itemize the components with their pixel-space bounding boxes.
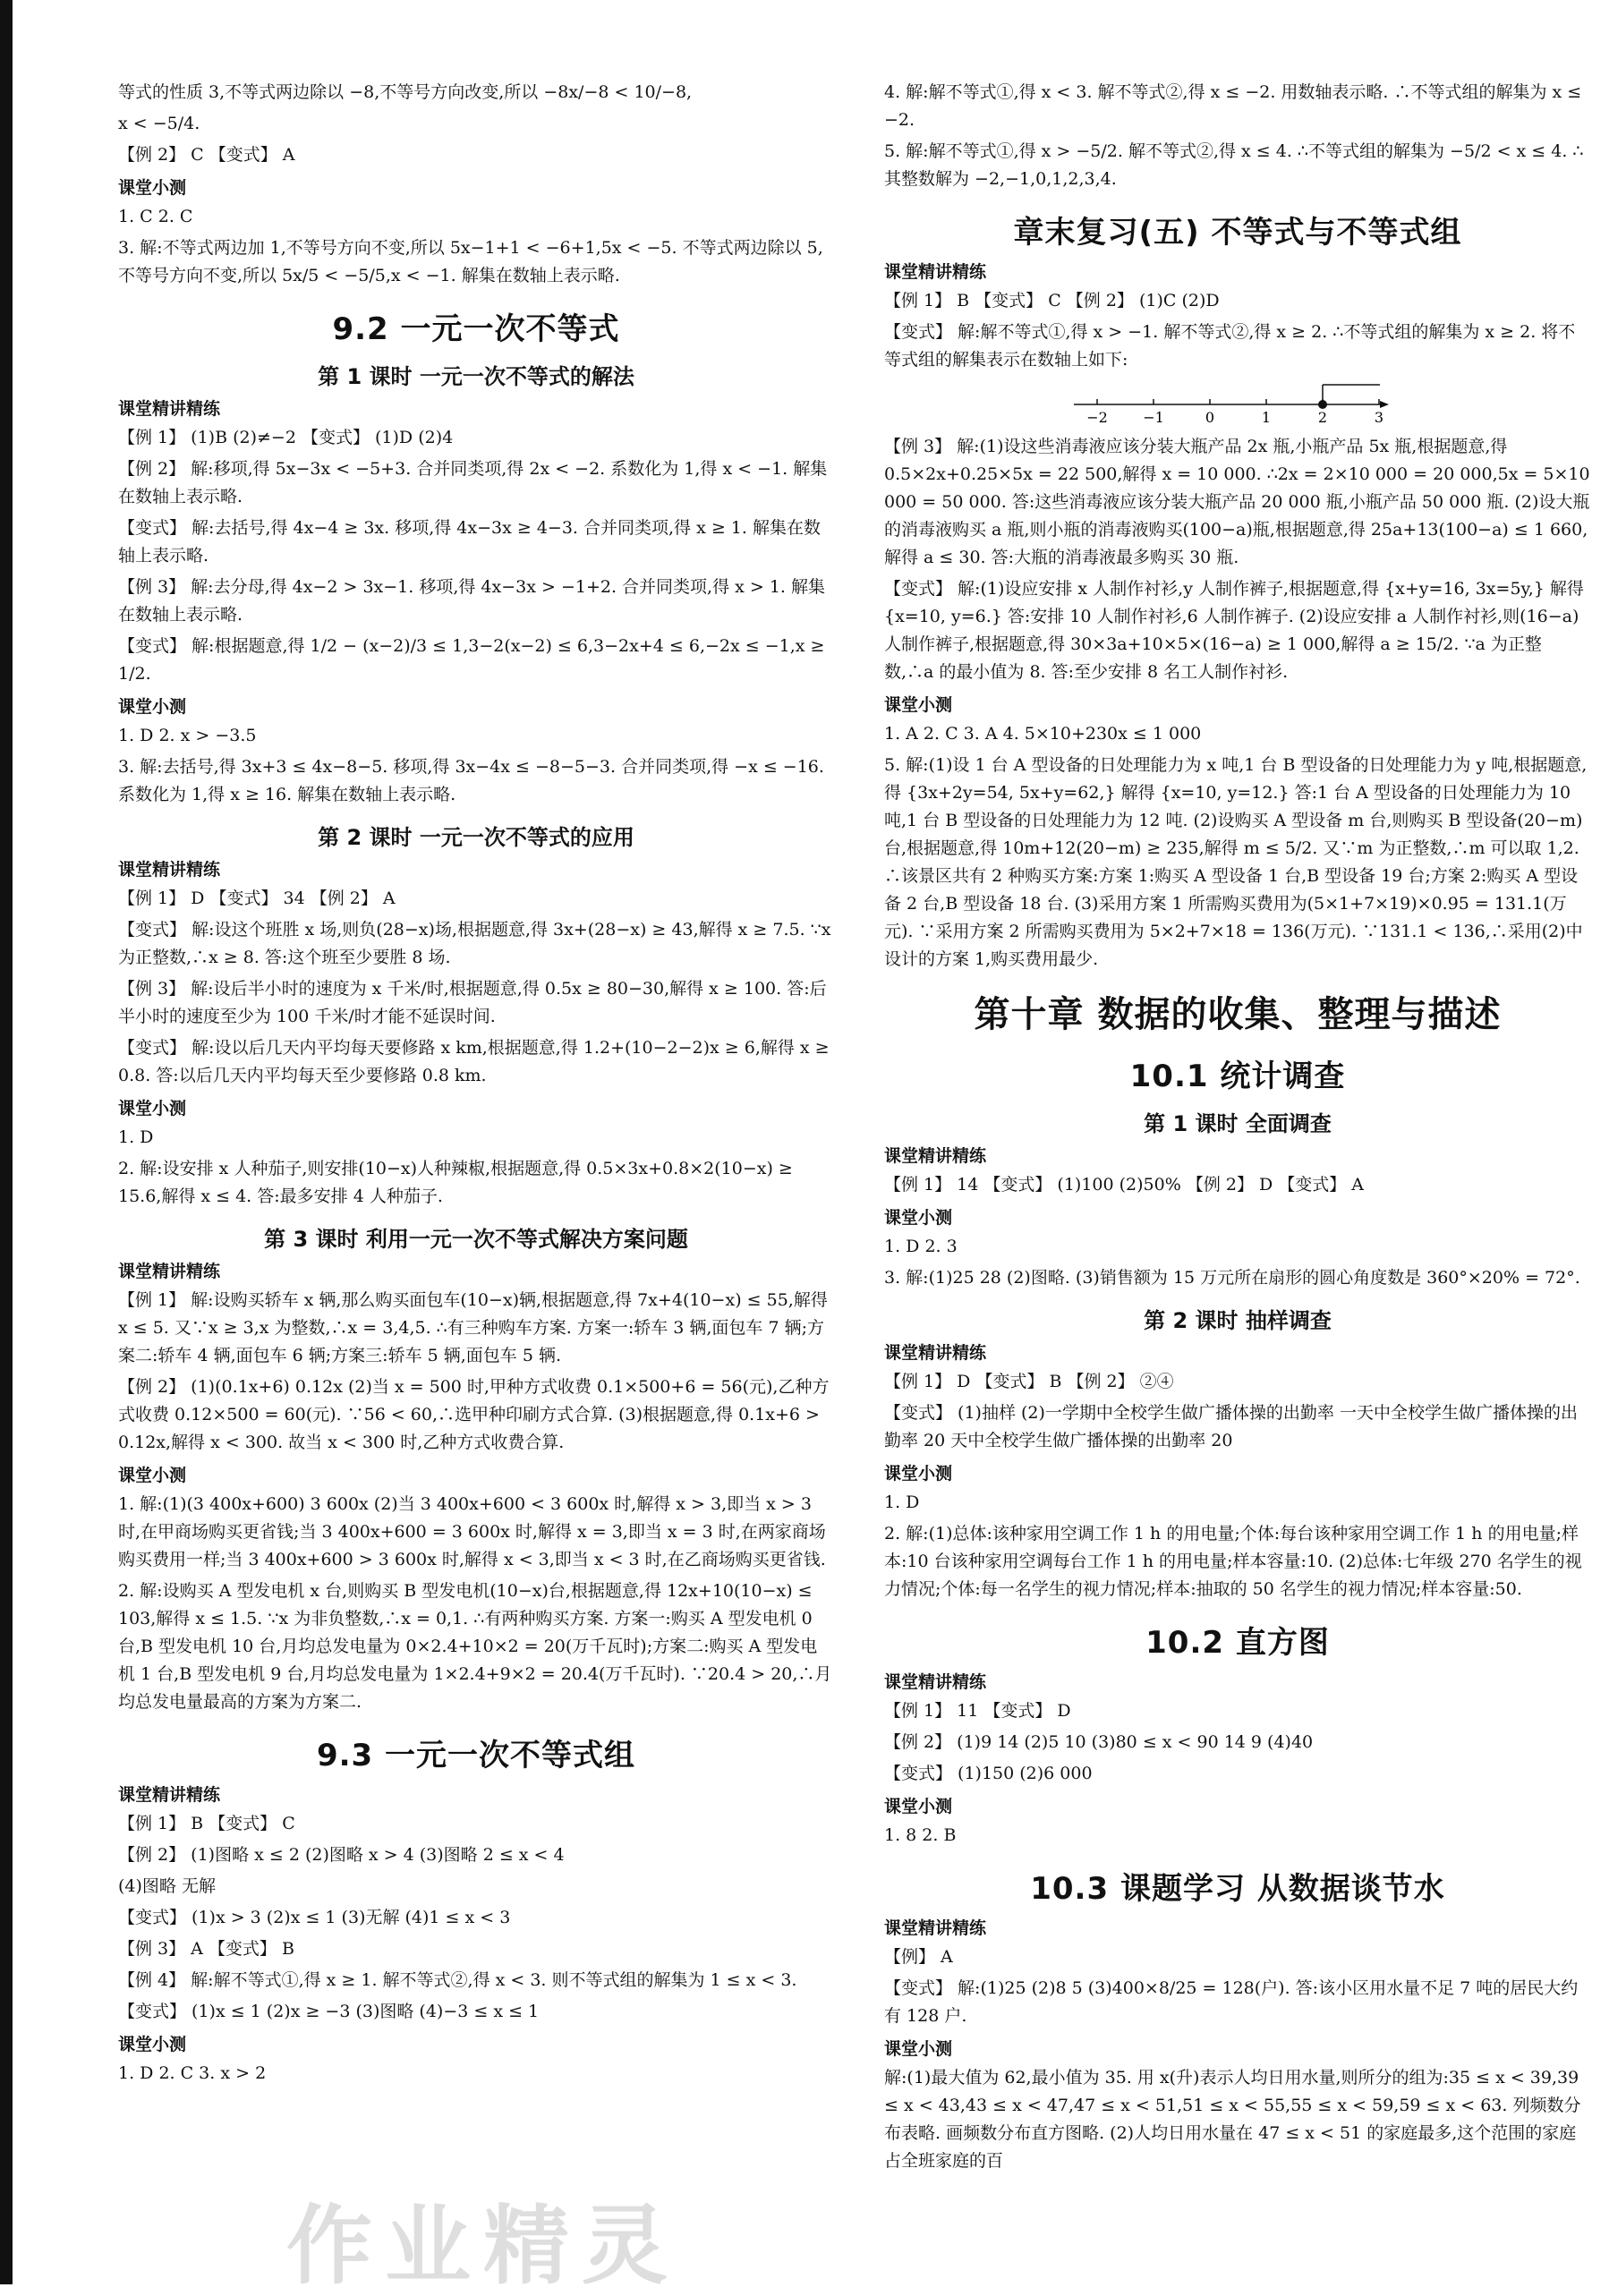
text-line: x < −5/4. <box>118 114 200 133</box>
answer-line: 1. A 2. C 3. A 4. 5×10+230x ≤ 1 000 <box>884 724 1202 744</box>
answer-line: 【例 2】 解:移项,得 5x−3x < −5+3. 合并同类项,得 2x < −2. 系数化为 1,得 x < −1. 解集在数轴上表示略. <box>118 459 828 506</box>
answer-line: 【变式】 解:解不等式①,得 x > −1. 解不等式②,得 x ≥ 2. ∴不等式组的解集为 x ≥ 2. 将不等式组的解集表示在数轴上如下: <box>884 322 1576 370</box>
answer-line: 1. D <box>118 1127 154 1147</box>
number-line-tick-label: 3 <box>1374 409 1384 426</box>
answer-line: 【变式】 解:(1)25 (2)8 5 (3)400×8/25 = 128(户). 答:该小区用水量不足 7 吨的居民大约有 128 户. <box>884 1978 1579 2026</box>
answer-line: 【例 3】 A 【变式】 B <box>118 1939 294 1959</box>
answer-line: 【例 1】 11 【变式】 D <box>884 1701 1071 1721</box>
lesson-title: 第 2 课时 一元一次不等式的应用 <box>318 825 634 850</box>
answer-line: 【例 3】 解:设后半小时的速度为 x 千米/时,根据题意,得 0.5x ≥ 80−30,解得 x ≥ 100. 答:后半小时的速度至少为 100 千米/时才能不延误时间. <box>118 979 827 1026</box>
page-edge-bar <box>0 0 13 2284</box>
answer-line: 【例 1】 14 【变式】 (1)100 (2)50% 【例 2】 D 【变式】 A <box>884 1175 1365 1195</box>
number-line-tick-label: 0 <box>1205 409 1215 426</box>
right-column <box>884 79 1591 2179</box>
number-line-tick-label: −2 <box>1086 409 1108 426</box>
section-label: 课堂精讲精练 <box>118 1262 221 1281</box>
answer-line: 1. D <box>884 1492 920 1512</box>
answer-line: 解:(1)最大值为 62,最小值为 35. 用 x(升)表示人均日用水量,则所分的组为:35 ≤ x < 39,39 ≤ x < 43,43 ≤ x < 47,47 ≤ x < 51,51 ≤ x < 55,55 ≤ x < 59,59 ≤ x < 63. 列频数分布表略. 画频数分布直方图略. (2)人均日用水量在 47 ≤ x < 51 的家庭最多,这个范围的家庭占全班家庭的百 <box>884 2068 1581 2171</box>
section-label: 课堂小测 <box>884 2039 953 2059</box>
section-label: 课堂精讲精练 <box>118 860 221 880</box>
answer-line: 1. 8 2. B <box>884 1825 957 1845</box>
lesson-title: 第 1 课时 一元一次不等式的解法 <box>318 364 634 389</box>
number-line-tick-label: −1 <box>1143 409 1164 426</box>
answer-line: 【例 1】 (1)B (2)≠−2 【变式】 (1)D (2)4 <box>118 428 454 447</box>
answer-line: 4. 解:解不等式①,得 x < 3. 解不等式②,得 x ≤ −2. 用数轴表示略. ∴不等式组的解集为 x ≤ −2. <box>884 82 1582 130</box>
section-label: 课堂小测 <box>884 695 953 715</box>
section-label: 课堂小测 <box>884 1208 953 1228</box>
section-label: 课堂精讲精练 <box>884 1672 987 1692</box>
section-label: 课堂小测 <box>884 1464 953 1484</box>
answer-line: 【例 1】 D 【变式】 34 【例 2】 A <box>118 889 396 908</box>
answer-line: 1. D 2. x > −3.5 <box>118 726 257 745</box>
text-line: 等式的性质 3,不等式两边除以 −8,不等号方向改变,所以 −8x/−8 < 10/−8, <box>118 82 693 102</box>
section-label: 课堂精讲精练 <box>118 1785 221 1805</box>
answer-line: 1. D 2. C 3. x > 2 <box>118 2063 267 2083</box>
answer-line: 【例 1】 解:设购买轿车 x 辆,那么购买面包车(10−x)辆,根据题意,得 7x+4(10−x) ≤ 55,解得 x ≤ 5. 又∵x ≥ 3,x 为整数,∴x = 3,4,5. ∴有三种购车方案. 方案一:轿车 3 辆,面包车 7 辆;方案二:轿车 4 辆,面包车 6 辆;方案三:轿车 5 辆,面包车 5 辆. <box>118 1290 828 1365</box>
section-label: 课堂小测 <box>118 2035 187 2054</box>
answer-line: 【变式】 解:设这个班胜 x 场,则负(28−x)场,根据题意,得 3x+(28−x) ≥ 43,解得 x ≥ 7.5. ∵x 为正整数,∴x ≥ 8. 答:这个班至少要胜 8 场. <box>118 920 831 967</box>
watermark: 作业精灵 <box>286 2196 680 2296</box>
number-line-tick-label: 1 <box>1261 409 1272 426</box>
answer-line: 【例 4】 解:解不等式①,得 x ≥ 1. 解不等式②,得 x < 3. 则不等式组的解集为 1 ≤ x < 3. <box>118 1970 797 1990</box>
section-title: 9.3 一元一次不等式组 <box>316 1738 636 1773</box>
section-label: 课堂小测 <box>118 178 187 198</box>
answer-line: 【变式】 (1)x > 3 (2)x ≤ 1 (3)无解 (4)1 ≤ x < 3 <box>118 1908 511 1927</box>
left-column <box>118 79 834 2091</box>
answer-line: 【变式】 (1)x ≤ 1 (2)x ≥ −3 (3)图略 (4)−3 ≤ x ≤ 1 <box>118 2002 540 2021</box>
section-label: 课堂精讲精练 <box>118 399 221 419</box>
answer-line: 1. 解:(1)(3 400x+600) 3 600x (2)当 3 400x+600 < 3 600x 时,解得 x > 3,即当 x > 3 时,在甲商场购买更省钱;当 3 400x+600 = 3 600x 时,解得 x = 3,即当 x = 3 时,在两家商场购买费用一样;当 3 400x+600 > 3 600x 时,解得 x < 3,即当 x < 3 时,在乙商场购买更省钱. <box>118 1494 826 1569</box>
section-title: 10.1 统计调查 <box>1129 1059 1346 1094</box>
answer-line: 【变式】 (1)150 (2)6 000 <box>884 1764 1093 1783</box>
number-line-figure <box>884 379 1591 426</box>
answer-line: 1. C 2. C <box>118 207 193 226</box>
section-title: 9.2 一元一次不等式 <box>332 311 620 347</box>
section-label: 课堂小测 <box>118 697 187 717</box>
section-label: 课堂精讲精练 <box>884 1343 987 1363</box>
answer-line: 【例 2】 (1)图略 x ≤ 2 (2)图略 x > 4 (3)图略 2 ≤ x < 4 <box>118 1845 565 1865</box>
answer-line: 【例 1】 B 【变式】 C <box>118 1814 295 1833</box>
section-label: 课堂小测 <box>118 1466 187 1485</box>
answer-line: (4)图略 无解 <box>118 1876 216 1896</box>
answer-line: 【变式】 解:根据题意,得 1/2 − (x−2)/3 ≤ 1,3−2(x−2) ≤ 6,3−2x+4 ≤ 6,−2x ≤ −1,x ≥ 1/2. <box>118 636 825 684</box>
answer-line: 3. 解:(1)25 28 (2)图略. (3)销售额为 15 万元所在扇形的圆心角度数是 360°×20% = 72°. <box>884 1268 1580 1288</box>
answer-line: 【例 1】 D 【变式】 B 【例 2】 ②④ <box>884 1372 1174 1391</box>
answer-line: 【例 1】 B 【变式】 C 【例 2】 (1)C (2)D <box>884 291 1220 310</box>
answer-line: 2. 解:设购买 A 型发电机 x 台,则购买 B 型发电机(10−x)台,根据题意,得 12x+10(10−x) ≤ 103,解得 x ≤ 1.5. ∵x 为非负整数,∴x = 0,1. ∴有两种购买方案. 方案一:购买 A 型发电机 0 台,B 型发电机 10 台,月均总发电量为 0×2.4+10×2 = 20(万千瓦时);方案二:购买 A 型发电机 1 台,B 型发电机 9 台,月均总发电量为 1×2.4+9×2 = 20.4(万千瓦时). ∵20.4 > 20,∴月均总发电量最高的方案为方案二. <box>118 1581 832 1712</box>
answer-line: 【例 2】 C 【变式】 A <box>118 145 295 165</box>
answer-line: 【变式】 (1)抽样 (2)一学期中全校学生做广播体操的出勤率 一天中全校学生做广播体操的出勤率 20 天中全校学生做广播体操的出勤率 20 <box>884 1403 1578 1450</box>
lesson-title: 第 2 课时 抽样调查 <box>1144 1308 1332 1333</box>
section-label: 课堂小测 <box>884 1797 953 1816</box>
section-title: 10.2 直方图 <box>1145 1625 1330 1661</box>
section-label: 课堂小测 <box>118 1099 187 1118</box>
section-label: 课堂精讲精练 <box>884 1146 987 1166</box>
number-line-tick-label: 2 <box>1317 409 1328 426</box>
section-title: 章末复习(五) 不等式与不等式组 <box>1013 215 1462 251</box>
answer-line: 1. D 2. 3 <box>884 1237 958 1256</box>
answer-line: 【变式】 解:(1)设应安排 x 人制作衬衫,y 人制作裤子,根据题意,得 {x+y=16, 3x=5y,} 解得 {x=10, y=6.} 答:安排 10 人制作衬衫,6 人制作裤子. (2)设应安排 a 人制作衬衫,则(16−a)人制作裤子,根据题意,得 30×3a+10×5×(16−a) ≥ 1 000,解得 a ≥ 15/2. ∵a 为正整数,∴a 的最小值为 8. 答:至少安排 8 名工人制作衬衫. <box>884 579 1584 682</box>
answer-line: 5. 解:(1)设 1 台 A 型设备的日处理能力为 x 吨,1 台 B 型设备的日处理能力为 y 吨,根据题意,得 {3x+2y=54, 5x+y=62,} 解得 {x=10, y=12.} 答:1 台 A 型设备的日处理能力为 10 吨,1 台 B 型设备的日处理能力为 12 吨. (2)设购买 A 型设备 m 台,则购买 B 型设备(20−m)台,根据题意,得 10m+12(20−m) ≥ 235,解得 m ≤ 5/2. 又∵m 为正整数,∴m 可以取 1,2. ∴该景区共有 2 种购买方案:方案 1:购买 A 型设备 1 台,B 型设备 19 台;方案 2:购买 A 型设备 2 台,B 型设备 18 台. (3)采用方案 1 所需购买费用为(5×1+7×19)×0.95 = 131.1(万元). ∵采用方案 2 所需购买费用为 5×2+7×18 = 136(万元). ∵131.1 < 136,∴采用(2)中设计的方案 1,购买费用最少. <box>884 755 1588 969</box>
section-label: 课堂精讲精练 <box>884 1918 987 1938</box>
answer-line: 【例 2】 (1)(0.1x+6) 0.12x (2)当 x = 500 时,甲种方式收费 0.1×500+6 = 56(元),乙种方式收费 0.12×500 = 60(元). ∵56 < 60,∴选甲种印刷方式合算. (3)根据题意,得 0.1x+6 > 0.12x,解得 x < 300. 故当 x < 300 时,乙种方式收费合算. <box>118 1377 830 1452</box>
lesson-title: 第 1 课时 全面调查 <box>1144 1111 1332 1136</box>
answer-line: 【例 3】 解:(1)设这些消毒液应该分装大瓶产品 2x 瓶,小瓶产品 5x 瓶,根据题意,得 0.5×2x+0.25×5x = 22 500,解得 x = 10 000. ∴2x = 2×10 000 = 20 000,5x = 5×10 000 = 50 000. 答:这些消毒液应该分装大瓶产品 20 000 瓶,小瓶产品 50 000 瓶. (2)设大瓶的消毒液购买 a 瓶,则小瓶的消毒液购买(100−a)瓶,根据题意,得 25a+13(100−a) ≤ 1 660,解得 a ≤ 30. 答:大瓶的消毒液最多购买 30 瓶. <box>884 437 1590 567</box>
lesson-title: 第 3 课时 利用一元一次不等式解决方案问题 <box>264 1227 688 1252</box>
answer-line: 2. 解:设安排 x 人种茄子,则安排(10−x)人种辣椒,根据题意,得 0.5×3x+0.8×2(10−x) ≥ 15.6,解得 x ≤ 4. 答:最多安排 4 人种茄子. <box>118 1159 793 1206</box>
answer-line: 【例 3】 解:去分母,得 4x−2 > 3x−1. 移项,得 4x−3x > −1+2. 合并同类项,得 x > 1. 解集在数轴上表示略. <box>118 577 826 625</box>
answer-line: 2. 解:(1)总体:该种家用空调工作 1 h 的用电量;个体:每台该种家用空调工作 1 h 的用电量;样本:10 台该种家用空调每台工作 1 h 的用电量;样本容量:10. (2)总体:七年级 270 名学生的视力情况;个体:每一名学生的视力情况;样本:抽取的 50 名学生的视力情况;样本容量:50. <box>884 1524 1582 1599</box>
number-line-svg <box>1070 379 1392 426</box>
answer-line: 【例 2】 (1)9 14 (2)5 10 (3)80 ≤ x < 90 14 9 (4)40 <box>884 1732 1314 1752</box>
answer-line: 3. 解:不等式两边加 1,不等号方向不变,所以 5x−1+1 < −6+1,5x < −5. 不等式两边除以 5,不等号方向不变,所以 5x/5 < −5/5,x < −1. 解集在数轴上表示略. <box>118 238 823 285</box>
section-label: 课堂精讲精练 <box>884 262 987 282</box>
answer-line: 5. 解:解不等式①,得 x > −5/2. 解不等式②,得 x ≤ 4. ∴不等式组的解集为 −5/2 < x ≤ 4. ∴其整数解为 −2,−1,0,1,2,3,4. <box>884 141 1584 189</box>
section-title: 10.3 课题学习 从数据谈节水 <box>1030 1871 1445 1907</box>
answer-line: 3. 解:去括号,得 3x+3 ≤ 4x−8−5. 移项,得 3x−4x ≤ −8−5−3. 合并同类项,得 −x ≤ −16. 系数化为 1,得 x ≥ 16. 解集在数轴上表示略. <box>118 757 824 804</box>
number-line-arrow <box>1380 401 1389 408</box>
chapter-title: 第十章 数据的收集、整理与描述 <box>974 994 1502 1035</box>
answer-line: 【变式】 解:去括号,得 4x−4 ≥ 3x. 移项,得 4x−3x ≥ 4−3. 合并同类项,得 x ≥ 1. 解集在数轴上表示略. <box>118 518 821 565</box>
answer-line: 【变式】 解:设以后几天内平均每天要修路 x km,根据题意,得 1.2+(10−2−2)x ≥ 6,解得 x ≥ 0.8. 答:以后几天内平均每天至少要修路 0.8 km. <box>118 1038 830 1085</box>
answer-line: 【例】 A <box>884 1947 953 1967</box>
